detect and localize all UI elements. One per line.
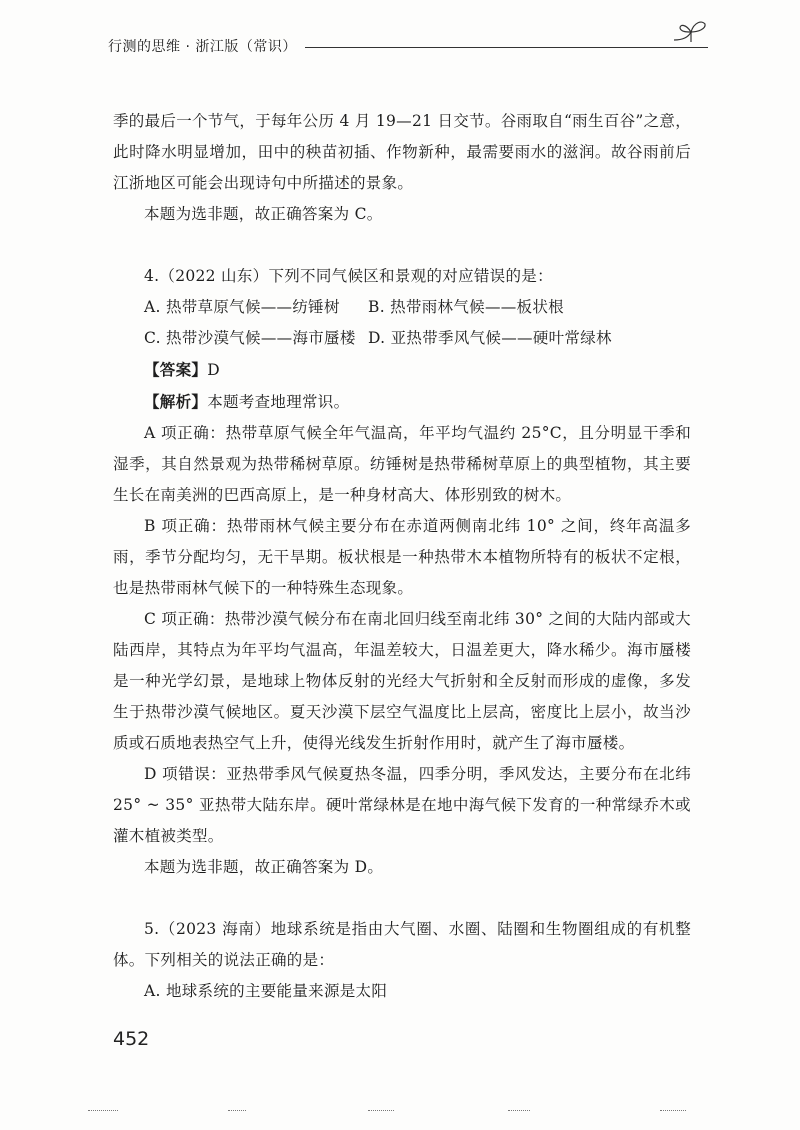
option-d: D. 亚热带季风气候——硬叶常绿林 [368,329,612,347]
option-b: B. 热带雨林气候——板状根 [368,298,564,316]
scan-edge-marks [0,1110,800,1122]
answer-label: 【答案】 [144,360,208,379]
analysis-line [113,386,691,418]
question-4-options-row-1 [113,292,691,323]
page-body [113,106,691,1007]
option-a: A. 热带草原气候——纺锤树 [144,298,340,316]
analysis-a: A 项正确：热带草原气候全年气温高，年平均气温约 25°C，且分明显干季和湿季，其自然景观为热带稀树草原。纺锤树是热带稀树草原上的典型植物，其主要生长在南美洲的巴西高原上，是一种身材高大、体形别致的树木。 [113,424,691,504]
question-5-stem: 5.（2023 海南）地球系统是指由大气圈、水圈、陆圈和生物圈组成的有机整体。下列相关的说法正确的是： [113,920,691,969]
running-header [108,35,708,57]
analysis-conclusion: 本题为选非题，故正确答案为 D。 [144,858,384,876]
header-rule [305,47,708,48]
answer-line [113,354,691,386]
analysis-d: D 项错误：亚热带季风气候夏热冬温，四季分明，季风发达，主要分布在北纬 25° ~ 35° 亚热带大陆东岸。硬叶常绿林是在地中海气候下发育的一种常绿乔木或灌木植被类型。 [113,765,691,845]
question-4-stem: 4.（2022 山东）下列不同气候区和景观的对应错误的是： [144,267,553,285]
book-title: 行测的思维 · 浙江版（常识） [108,39,297,55]
answer-value: D [207,361,220,379]
option-c: C. 热带沙漠气候——海市蜃楼 [144,329,356,347]
analysis-intro: 本题考查地理常识。 [207,393,350,411]
question-5-option-a: A. 地球系统的主要能量来源是太阳 [144,982,388,1000]
sprout-icon [672,18,710,48]
analysis-b: B 项正确：热带雨林气候主要分布在赤道两侧南北纬 10° 之间，终年高温多雨，季节分配均匀，无干旱期。板状根是一种热带木本植物所特有的板状不定根，也是热带雨林气候下的一种特殊生态现象。 [113,517,691,597]
continued-paragraph: 季的最后一个节气，于每年公历 4 月 19—21 日交节。谷雨取自“雨生百谷”之意，此时降水明显增加，田中的秧苗初插、作物新种，最需要雨水的滋润。故谷雨前后江浙地区可能会出现诗句中所描述的景象。 [113,112,691,192]
question-4-options-row-2 [113,323,691,354]
analysis-c: C 项正确：热带沙漠气候分布在南北回归线至南北纬 30° 之间的大陆内部或大陆西岸，其特点为年平均气温高，年温差较大，日温差更大，降水稀少。海市蜃楼是一种光学幻景，是地球上物体反射的光经大气折射和全反射而形成的虚像，多发生于热带沙漠气候地区。夏天沙漠下层空气温度比上层高，密度比上层小，故当沙质或石质地表热空气上升，使得光线发生折射作用时，就产生了海市蜃楼。 [113,610,691,752]
analysis-label: 【解析】 [144,392,208,411]
page-number: 452 [113,1028,150,1050]
continued-conclusion: 本题为选非题，故正确答案为 C。 [144,205,383,223]
